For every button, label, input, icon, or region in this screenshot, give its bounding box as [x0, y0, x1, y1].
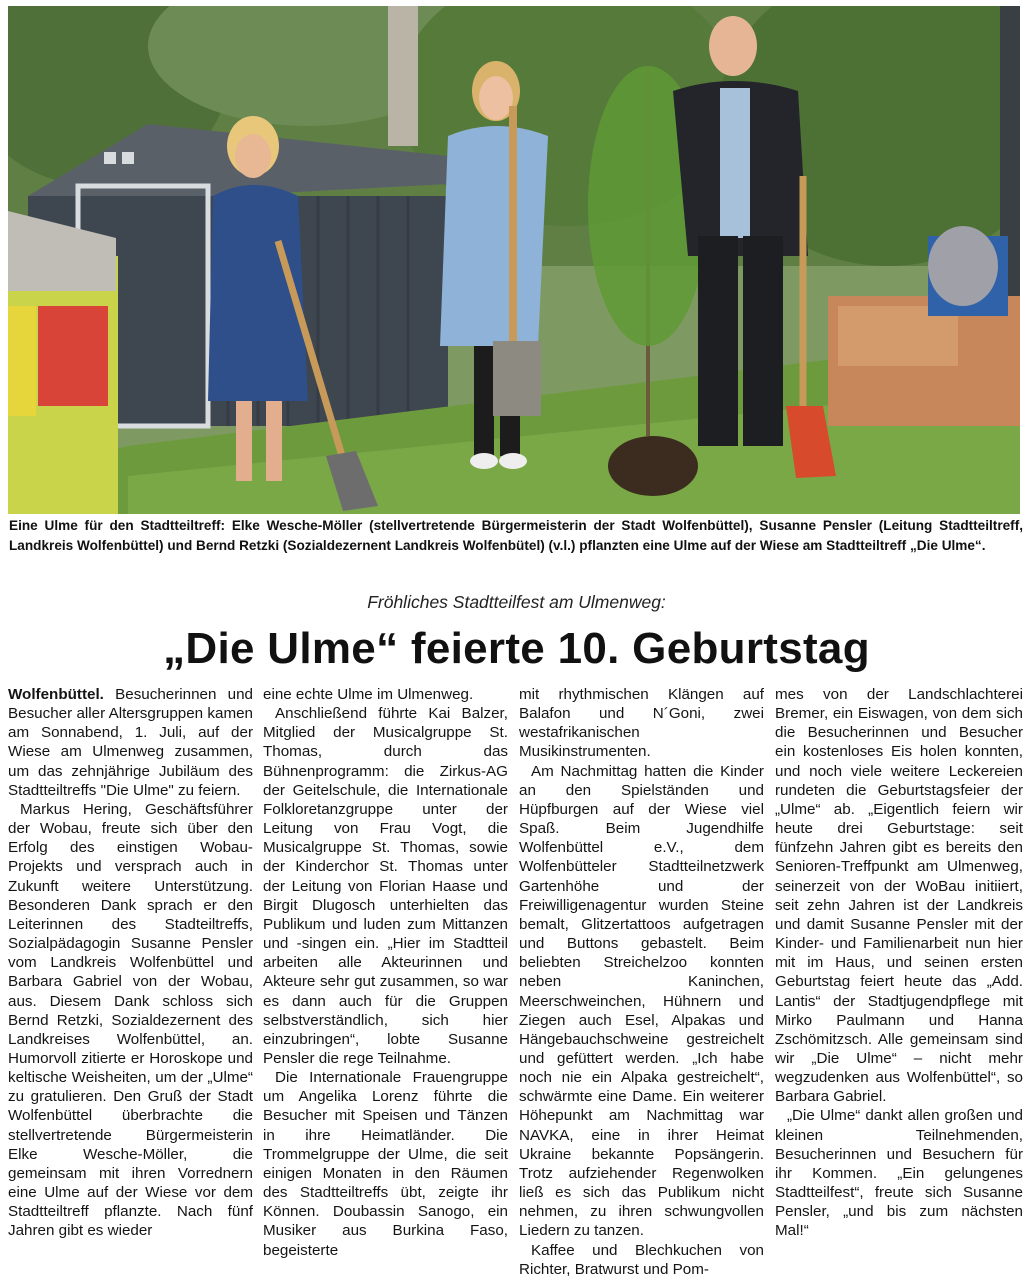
- paragraph: Markus Hering, Geschäftsführer der Wobau, freute sich über den Erfolg des einstigen Wobau-Projekts und versprach auch in Zukunft weitere Unterstützung. Besonderen Dank sprach er den Leiterinnen des Stadteiltreffs, Sozialpädagogin Susanne Pensler vom Landkreis Wolfenbüttel und Barbara Gabriel von der Wobau, aus. Diesem Dank schloss sich Bernd Retzki, Sozialdezernent des Landkreises Wolfenbüttel, an. Humorvoll zitierte er Horoskope und keltische Weisheiten, um der „Ulme“ zu gratulieren. Den Gruß der Stadt Wolfenbüttel überbrachte die stellvertretende Bürgermeisterin Elke Wesche-Möller, die gemeinsam mit ihren Vorrednern eine Ulme auf der Wiese vor dem Stadtteiltreff pflanzte. Nach fünf Jahren gibt es wieder: [8, 800, 253, 1240]
- article-column-2: [263, 685, 508, 1280]
- article-column-3: [519, 685, 764, 1280]
- dateline: Wolfenbüttel.: [8, 686, 104, 703]
- paragraph: [8, 685, 253, 800]
- paragraph: mes von der Landschlachterei Bremer, ein Eiswagen, von dem sich die Besucherinnen und Besucher ein kostenloses Eis holen konnten, und noch viele weitere Leckereien rundeten die Geburtstagsfeier der „Ulme“ ab. „Eigentlich feiern wir heute drei Geburtstage: seit fünfzehn Jahren gibt es bereits den Senioren-Treffpunkt am Ulmenweg, seinerzeit von der WoBau initiiert, seit zehn Jahren ist der Landkreis und damit Susanne Pensler mit der Kinder- und Familienarbeit nun hier mit im Haus, und seinen ersten Geburtstag feiert heute das „Add. Lantis“ der Stadtjugendpflege mit Mirko Paulmann und Hanna Zschömitzsch. Alle gemeinsam sind wir „Die Ulme“ – nicht mehr wegzudenken aus Wolfenbüttel“, so Barbara Gabriel.: [775, 686, 1023, 1106]
- kicker: Fröhliches Stadtteilfest am Ulmenweg:: [367, 592, 666, 612]
- paragraph: Anschließend führte Kai Balzer, Mitglied der Musicalgruppe St. Thomas, durch das Bühnenprogramm: die Zirkus-AG der Geitelschule, die Internationale Folkloretanzgruppe unter der Leitung von Frau Vogt, die Musicalgruppe St. Thomas, sowie der Kinderchor St. Thomas unter der Leitung von Florian Haase und Birgit Dlugosch unterhielten das Publikum und luden zum Mittanzen und -singen ein. „Hier im Stadtteil arbeiten alle Akteurinnen und Akteure sehr gut zusammen, so war es dann auch für die Gruppen selbstverständlich, sich hier einzubringen“, lobte Susanne Pensler die rege Teilnahme.: [263, 705, 508, 1067]
- paragraph: eine echte Ulme im Ulmenweg.: [263, 686, 474, 703]
- article-column-4: [775, 685, 1023, 1280]
- paragraph: mit rhythmischen Klängen auf Balafon und N´Goni, zwei westafrikanischen Musikinstrumenten.: [519, 686, 764, 761]
- paragraph: Die Internationale Frauengruppe um Angelika Lorenz führte die Besucher mit Speisen und Tänzen in ihre Heimatländer. Die Trommelgruppe der Ulme, die seit einigen Monaten in den Räumen des Stadtteiltreffs übt, zeigte ihr Können. Doubassin Sanogo, ein Musiker aus Burkina Faso, begeisterte: [263, 1069, 508, 1259]
- photo-illustration: [8, 6, 1020, 514]
- paragraph: „Die Ulme“ dankt allen großen und kleinen Teilnehmenden, Besucherinnen und Besuchern für ihr Kommen. „Ein gelungenes Stadtteilfest“, freute sich Susanne Pensler, „und bis zum nächsten Mal!“: [775, 1107, 1023, 1240]
- paragraph-text: Besucherinnen und Besucher aller Altersgruppen kamen am Sonnabend, 1. Juli, auf der Wiese am Ulmenweg zusammen, um das zehnjährige Jubiläum des Stadtteiltreffs "Die Ulme" zu feiern.: [8, 686, 253, 799]
- article-column-1: [8, 685, 253, 1280]
- article-photo: [8, 6, 1020, 514]
- photo-caption: Eine Ulme für den Stadtteiltreff: Elke Wesche-Möller (stellvertretende Bürgermeisterin der Stadt Wolfenbüttel), Susanne Pensler (Leitung Stadtteiltreff, Landkreis Wolfenbüttel) und Bernd Retzki (Sozialdezernent Landkreis Wolfenbütel) (v.l.) pflanzten eine Ulme auf der Wiese am Stadtteiltreff „Die Ulme“.: [9, 518, 1023, 553]
- headline: „Die Ulme“ feierte 10. Geburtstag: [163, 624, 870, 673]
- paragraph: Am Nachmittag hatten die Kinder an den Spielständen und Hüpfburgen auf der Wiese viel Spaß. Beim Jugendhilfe Wolfenbüttel e.V., dem Wolfenbütteler Stadtteilnetzwerk Gartenhöhe und der Freiwilligenagentur wurden Steine bemalt, Glitzertattoos aufgetragen und Buttons gebastelt. Beim beliebten Streichelzoo konnten neben Kaninchen, Meerschweinchen, Hühnern und Ziegen auch Esel, Alpakas und Hängebauchschweine gestreichelt und gefüttert werden. „Ich habe noch nie ein Alpaka gestreichelt“, schwärmte eine Dame. Ein weiterer Höhepunkt am Nachmittag war NAVKA, eine in ihrer Heimat Ukraine bekannte Popsängerin. Trotz aufziehender Regenwolken ließ es sich das Publikum nicht nehmen, zu ihren schwungvollen Liedern zu tanzen.: [519, 762, 764, 1240]
- paragraph: Kaffee und Blechkuchen von Richter, Bratwurst und Pom-: [519, 1241, 764, 1278]
